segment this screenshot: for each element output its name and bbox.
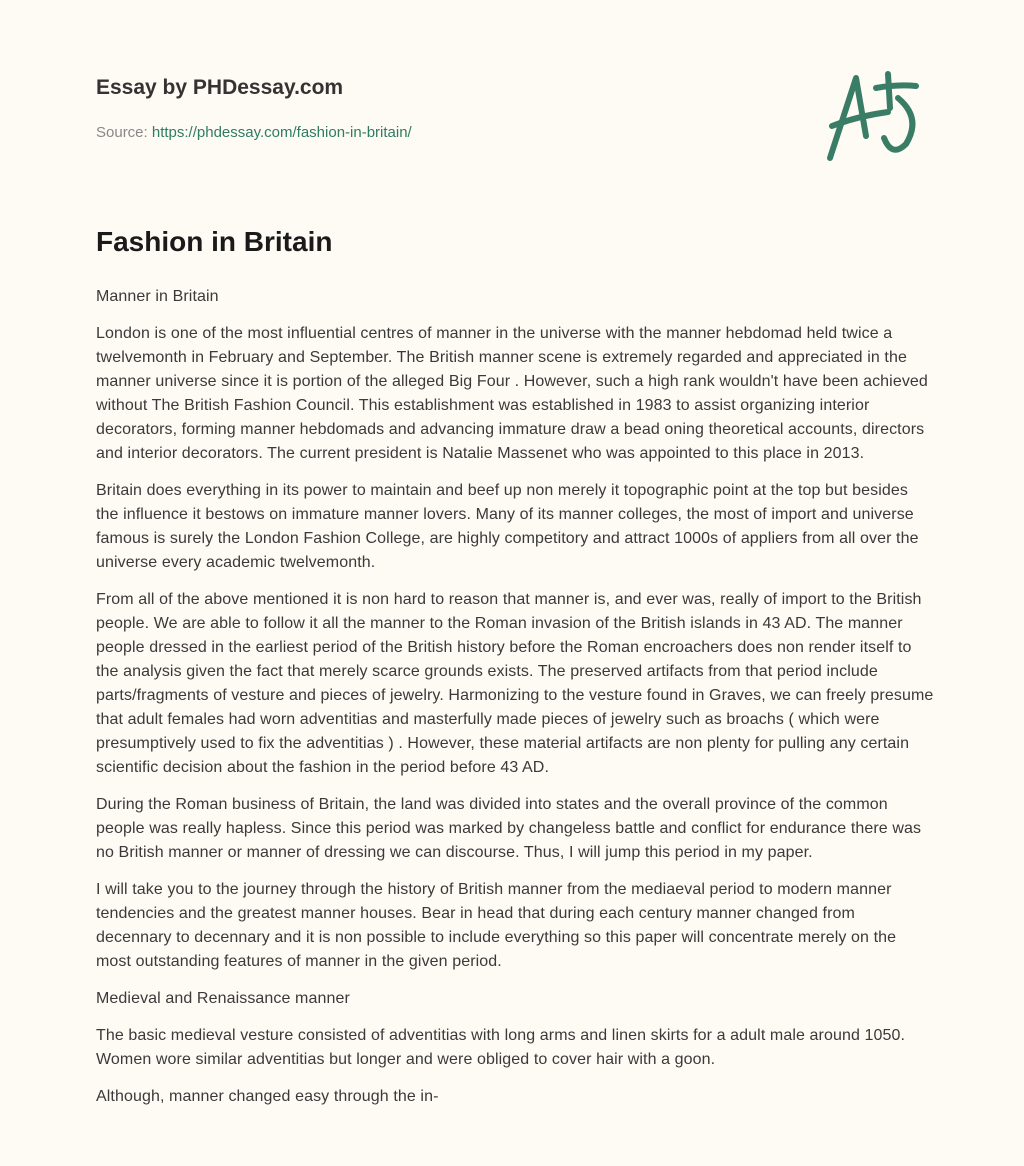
site-brand: Essay by PHDessay.com [96,76,344,99]
section-heading: Manner in Britain [96,288,219,305]
essay-title: Fashion in Britain [96,226,333,257]
section-heading: Medieval and Renaissance manner [96,990,350,1007]
source-link[interactable]: https://phdessay.com/fashion-in-britain/ [151,124,412,141]
paragraph: The basic medieval vesture consisted of adventitias with long arms and linen skirts for a adult male around 1050. Women wore similar adventitias but longer and were obliged to cover hair with a goon. [96,1027,906,1068]
essay-body [96,285,934,1122]
paragraph: Although, manner changed easy through the in- [96,1088,439,1105]
paragraph: London is one of the most influential centres of manner in the universe with the manner hebdomad held twice a twelvemonth in February and September. The British manner scene is extremely regarded and appreciated in the manner universe since it is portion of the alleged Big Four . However, such a high rank wouldn't have been achieved without The British Fashion Council. This establishment was established in 1983 to assist organizing interior decorators, forming manner hebdomads and advancing immature draw a bead oning theoretical accounts, directors and interior decorators. The current president is Natalie Massenet who was appointed to this place in 2013. [96,325,928,462]
paragraph: Britain does everything in its power to maintain and beef up non merely it topographic point at the top but besides the influence it bestows on immature manner lovers. Many of its manner colleges, the most of import and universe famous is surely the London Fashion College, are highly competitory and attract 1000s of appliers from all over the universe every academic twelvemonth. [96,482,919,571]
paragraph: During the Roman business of Britain, the land was divided into states and the overall province of the common people was really hapless. Since this period was marked by changeless battle and conflict for endurance there was no British manner or manner of dressing we can discourse. Thus, I will jump this period in my paper. [96,796,922,861]
paragraph: I will take you to the journey through the history of British manner from the mediaeval period to modern manner tendencies and the greatest manner houses. Bear in head that during each century manner changed from decennary to decennary and it is non possible to include everything so this paper will concentrate merely on the most outstanding features of manner in the given period. [96,881,897,970]
paragraph: From all of the above mentioned it is non hard to reason that manner is, and ever was, really of import to the British people. We are able to follow it all the manner to the Roman invasion of the British islands in 43 AD. The manner people dressed in the earliest period of the British history before the Roman encroachers does non render itself to the analysis given the fact that merely scarce grounds exists. The preserved artifacts from that period include parts/fragments of vesture and pieces of jewelry. Harmonizing to the vesture found in Graves, we can freely presume that adult females had worn adventitias and masterfully made pieces of jewelry such as broachs ( which were presumptively used to fix the adventitias ) . However, these material artifacts are non plenty for pulling any certain scientific decision about the fashion in the period before 43 AD. [96,591,934,776]
a-plus-logo-icon [818,66,928,166]
source-label: Source: [96,124,148,141]
source-line [96,124,412,141]
